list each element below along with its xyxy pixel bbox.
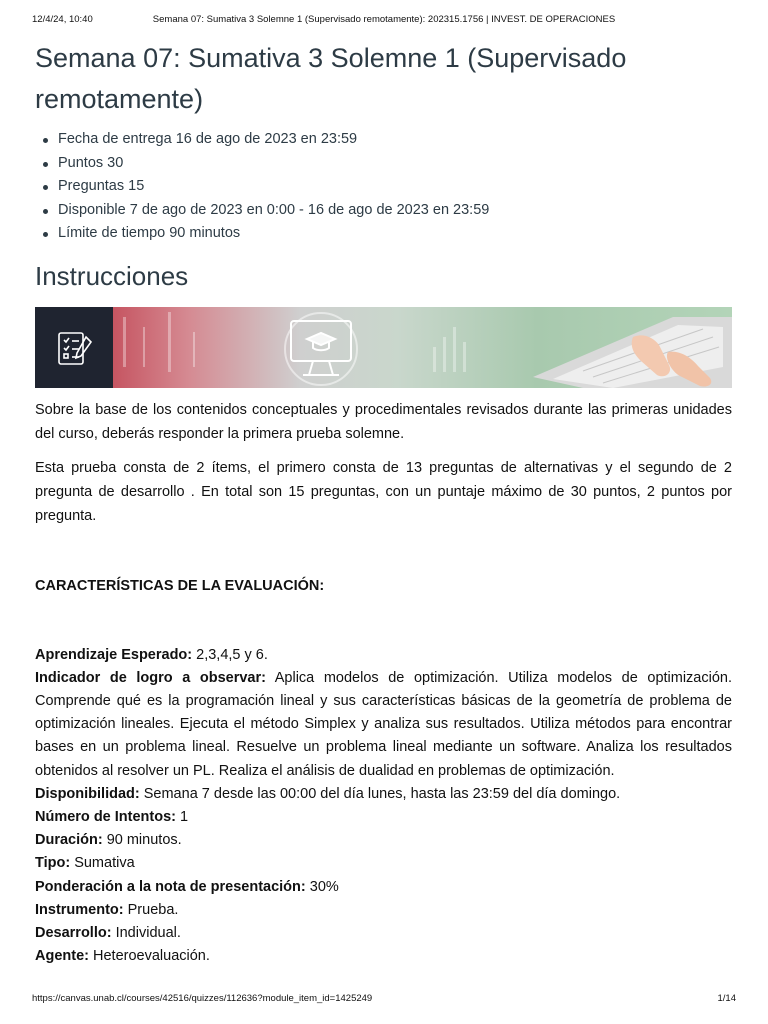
attr-agent: Agente: Heteroevaluación.: [35, 948, 210, 965]
evaluation-attributes: [35, 644, 732, 969]
hands-on-laptop-icon: [533, 317, 732, 388]
print-page-number: 1/14: [717, 993, 736, 1004]
attr-expected-learning: Aprendizaje Esperado: 2,3,4,5 y 6.: [35, 646, 268, 663]
attr-weighting: Ponderación a la nota de presentación: 30%: [35, 878, 339, 895]
detail-questions: Preguntas 15: [58, 175, 732, 199]
detail-due-date: Fecha de entrega 16 de ago de 2023 en 23:59: [58, 128, 732, 152]
attr-duration: Duración: 90 minutos.: [35, 832, 182, 849]
instructions-heading: Instrucciones: [35, 260, 189, 291]
attr-availability: Disponibilidad: Semana 7 desde las 00:00 del día lunes, hasta las 23:59 del día domingo.: [35, 785, 621, 802]
evaluation-characteristics-title: CARACTERÍSTICAS DE LA EVALUACIÓN:: [35, 577, 325, 594]
quiz-details-list: [35, 128, 732, 246]
checklist-icon: [35, 307, 113, 388]
quiz-title: Semana 07: Sumativa 3 Solemne 1 (Supervisado remotamente): [35, 43, 627, 114]
attr-development: Desarrollo: Individual.: [35, 924, 181, 941]
banner-illustration: [113, 307, 732, 388]
attr-type: Tipo: Sumativa: [35, 855, 135, 872]
print-url: https://canvas.unab.cl/courses/42516/quizzes/112636?module_item_id=1425249: [32, 993, 373, 1004]
detail-time-limit: Límite de tiempo 90 minutos: [58, 222, 732, 246]
quiz-content: [35, 38, 732, 968]
print-page-title: Semana 07: Sumativa 3 Solemne 1 (Supervisado remotamente): 202315.1756 | INVEST. DE OPERACIONES: [152, 14, 616, 25]
print-datetime: 12/4/24, 10:40: [32, 14, 93, 25]
detail-points: Puntos 30: [58, 152, 732, 176]
attr-attempts: Número de Intentos: 1: [35, 808, 189, 825]
attr-instrument: Instrumento: Prueba.: [35, 901, 179, 918]
instructions-banner: [35, 307, 732, 388]
instructions-paragraph-2: Esta prueba consta de 2 ítems, el primero consta de 13 preguntas de alternativas y el segundo de 2 pregunta de desarrollo . En total son 15 preguntas, con un puntaje máximo de 30 puntos, 2 puntos por pregunta.: [35, 459, 732, 524]
detail-availability: Disponible 7 de ago de 2023 en 0:00 - 16 de ago de 2023 en 23:59: [58, 199, 732, 223]
checklist-icon-box: [35, 307, 113, 388]
monitor-graduation-cap-icon: [285, 313, 357, 385]
attr-achievement-indicator: Indicador de logro a observar: Aplica modelos de optimización. Utiliza modelos de optimización. Comprende qué es la programación lineal y sus características básicas de la geometría de problema de optimización lineales. Ejecuta el método Simplex y analiza sus resultados. Utiliza métodos para encontrar bases en un problema lineal. Resuelve un problema lineal mediante un software. Analiza los resultados obtenidos al resolver un PL. Realiza el análisis de dualidad en problemas de optimización.: [35, 669, 732, 779]
instructions-paragraph-1: Sobre la base de los contenidos conceptuales y procedimentales revisados durante las primeras unidades del curso, deberás responder la primera prueba solemne.: [35, 401, 732, 442]
